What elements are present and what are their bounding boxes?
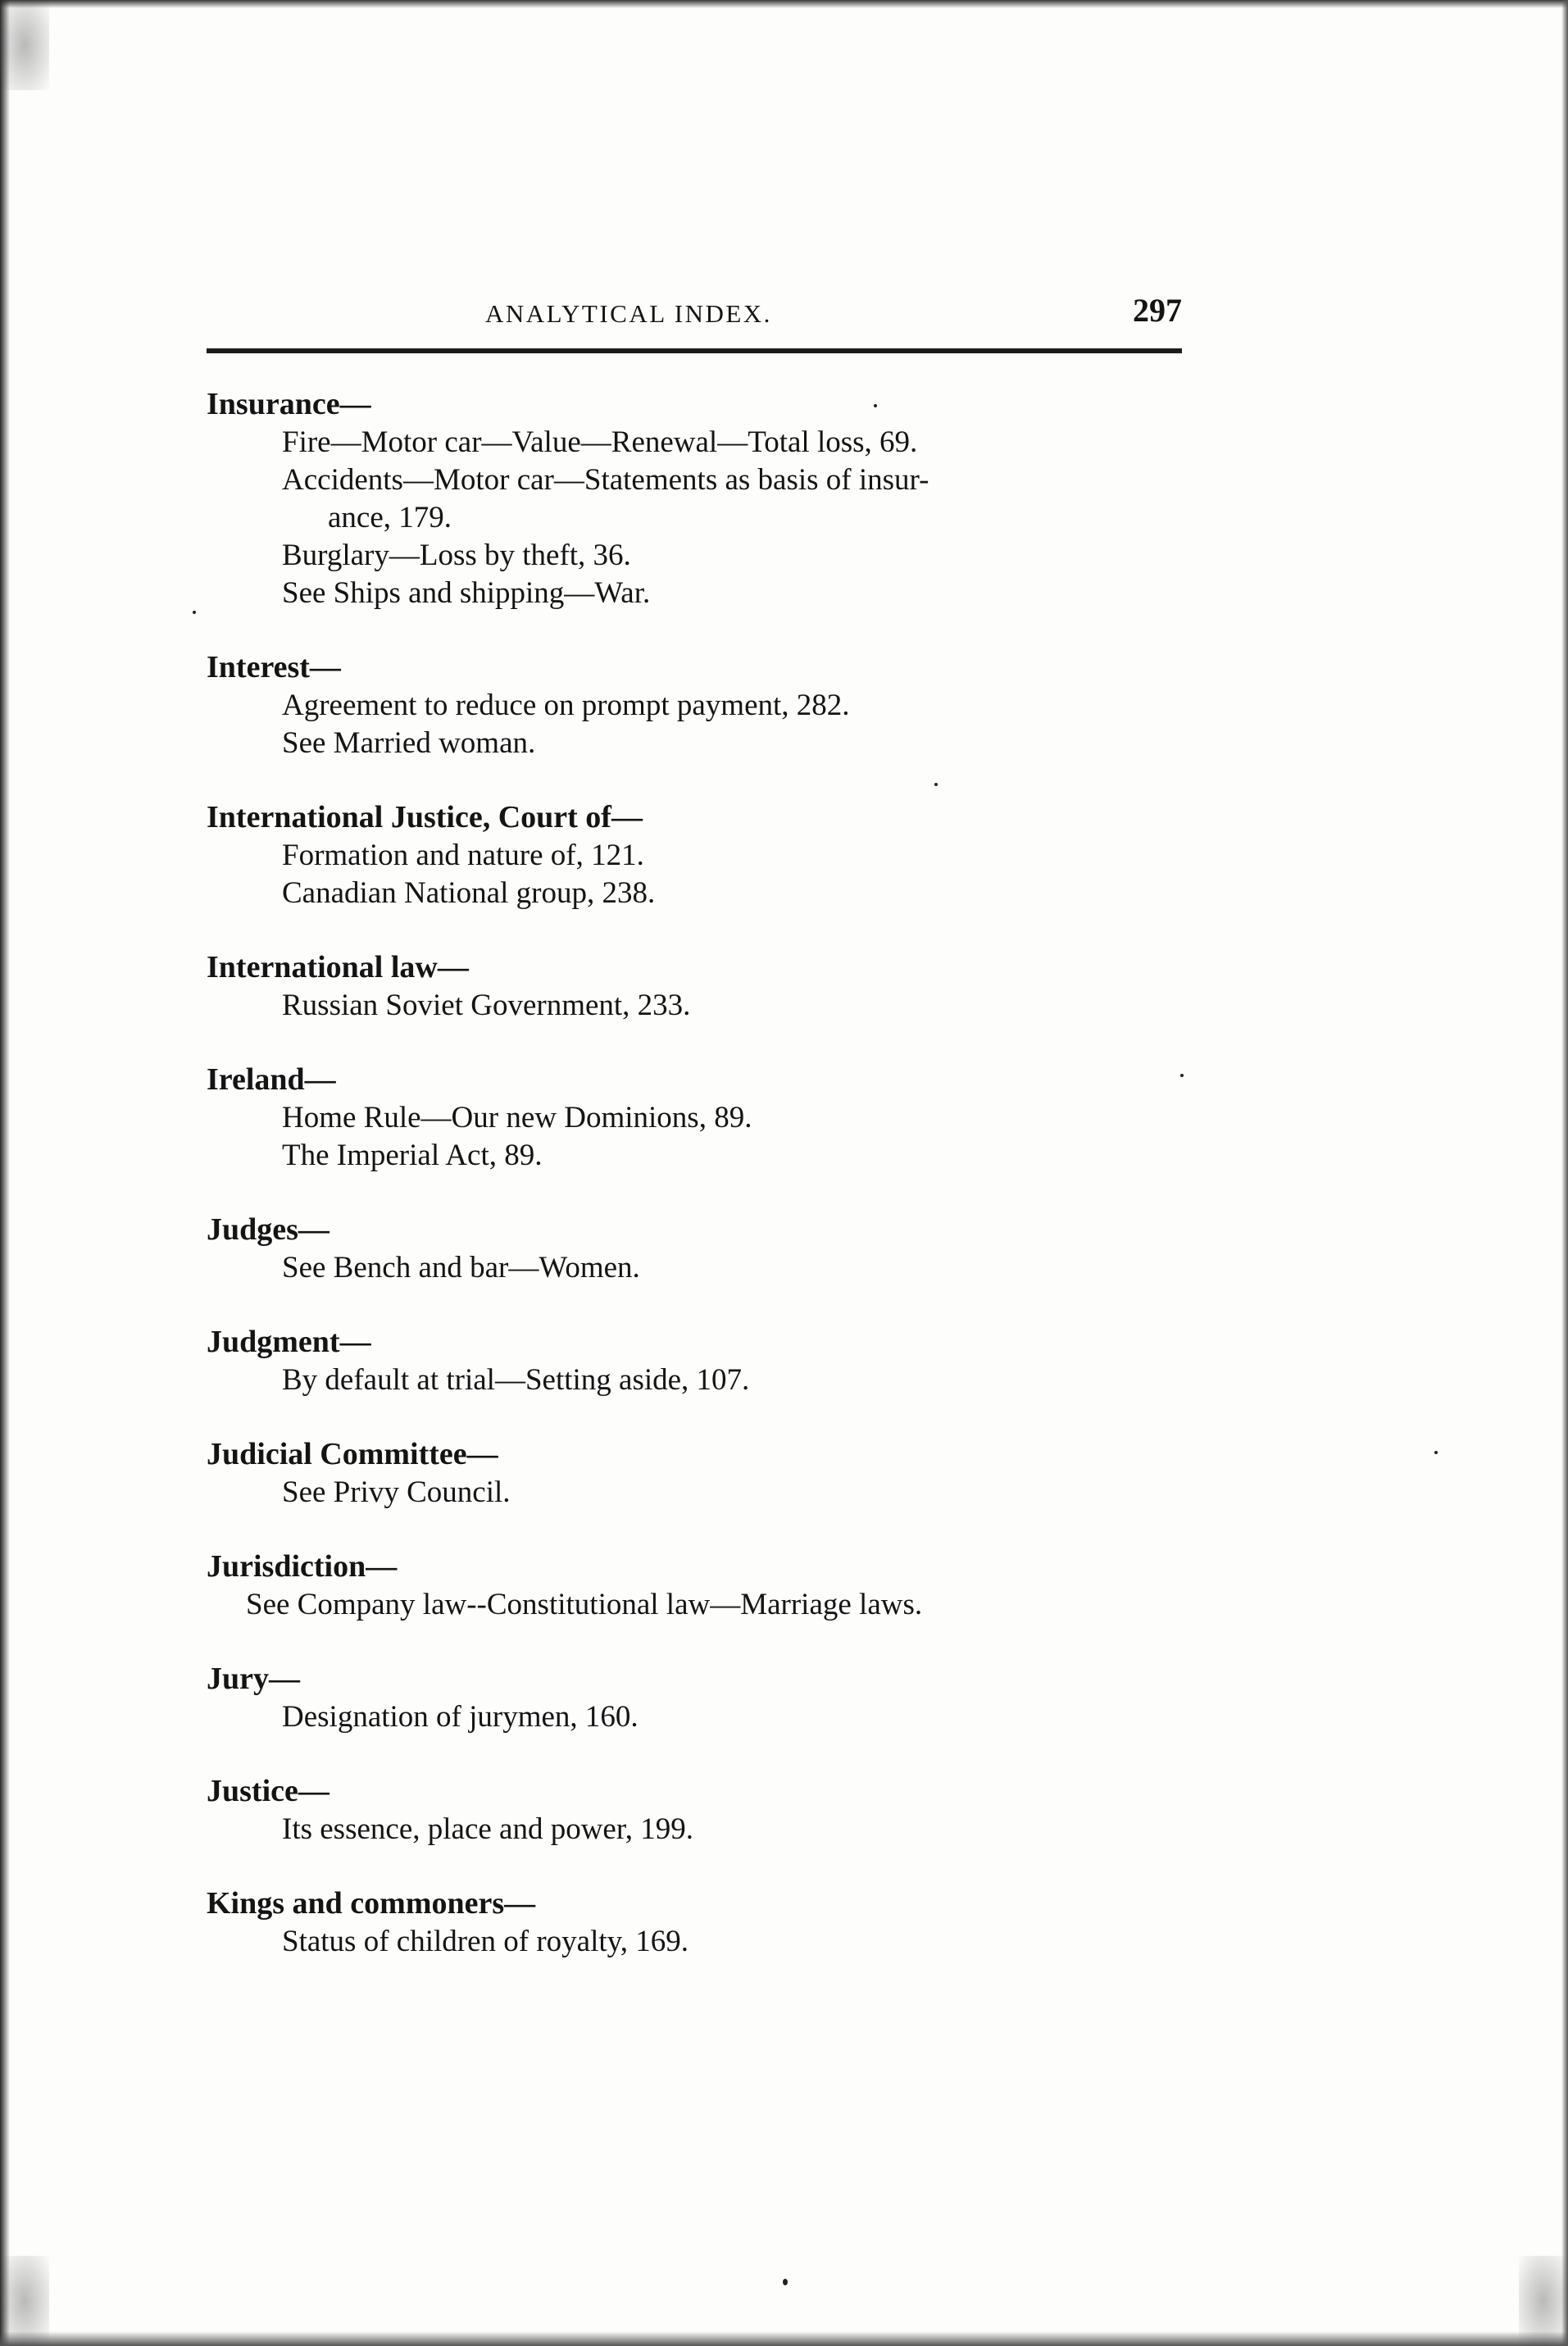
entry-heading: Justice— <box>207 1774 330 1808</box>
page-edge-bottom <box>0 2331 1568 2346</box>
page-header <box>207 291 1182 340</box>
entry-line: See Ships and shipping—War. <box>282 576 651 610</box>
scan-speck <box>193 611 196 614</box>
index-entry <box>207 385 1190 612</box>
entry-line: See Married woman. <box>282 726 536 760</box>
page-number: 297 <box>1133 292 1182 329</box>
entry-heading: International law— <box>207 950 469 984</box>
index-entry <box>207 1772 1190 1848</box>
entry-line: Agreement to reduce on prompt payment, 282. <box>282 689 850 722</box>
scan-smudge-top-left <box>0 0 49 90</box>
entry-line: Home Rule—Our new Dominions, 89. <box>282 1101 752 1134</box>
index-entries <box>207 385 1190 1997</box>
entry-heading: Judgment— <box>207 1325 371 1359</box>
entry-line: Russian Soviet Government, 233. <box>282 989 691 1022</box>
entry-heading: Jurisdiction— <box>207 1549 398 1584</box>
entry-heading: Kings and commoners— <box>207 1886 536 1921</box>
entry-heading: Interest— <box>207 650 341 684</box>
entry-line: See Privy Council. <box>282 1475 511 1509</box>
entry-line: By default at trial—Setting aside, 107. <box>282 1363 750 1397</box>
page-edge-left <box>0 0 10 2346</box>
entry-heading: Insurance— <box>207 387 371 421</box>
entry-line: The Imperial Act, 89. <box>282 1139 543 1172</box>
entry-line: Burglary—Loss by theft, 36. <box>282 539 631 572</box>
entry-line: ance, 179. <box>328 501 452 534</box>
entry-line: Status of children of royalty, 169. <box>282 1925 689 1958</box>
scan-speck <box>1180 1074 1184 1077</box>
index-entry <box>207 948 1190 1025</box>
entry-heading: Judicial Committee— <box>207 1437 498 1471</box>
entry-line: Accidents—Motor car—Statements as basis of insur- <box>282 463 929 497</box>
entry-heading: International Justice, Court of— <box>207 800 643 834</box>
index-entry <box>207 648 1190 762</box>
scan-speck <box>1434 1451 1438 1454</box>
index-entry <box>207 1061 1190 1175</box>
entry-heading: Ireland— <box>207 1062 336 1097</box>
index-entry <box>207 1211 1190 1287</box>
entry-heading: Judges— <box>207 1212 330 1247</box>
index-entry <box>207 1548 1190 1624</box>
index-entry <box>207 1885 1190 1961</box>
index-entry <box>207 1323 1190 1399</box>
entry-line: Canadian National group, 238. <box>282 876 656 910</box>
entry-line: Designation of jurymen, 160. <box>282 1700 639 1734</box>
running-head: ANALYTICAL INDEX. <box>485 299 772 328</box>
scan-speck <box>783 2279 788 2285</box>
entry-line: Its essence, place and power, 199. <box>282 1812 693 1846</box>
entry-line: Fire—Motor car—Value—Renewal—Total loss, 69. <box>282 425 918 459</box>
scan-smudge-bottom-left <box>0 2256 49 2346</box>
index-entry <box>207 1435 1190 1512</box>
scan-speck <box>874 404 877 407</box>
entry-line: Formation and nature of, 121. <box>282 839 644 872</box>
entry-heading: Jury— <box>207 1662 300 1696</box>
entry-line: See Bench and bar—Women. <box>282 1251 640 1284</box>
scan-smudge-bottom-right <box>1519 2256 1568 2346</box>
index-entry <box>207 798 1190 912</box>
index-entry <box>207 1660 1190 1736</box>
page-edge-right <box>1561 0 1568 2346</box>
scan-speck <box>934 783 938 786</box>
header-rule <box>207 348 1182 353</box>
entry-line: See Company law--Constitutional law—Marriage laws. <box>246 1588 923 1621</box>
page-edge-top <box>0 0 1568 8</box>
